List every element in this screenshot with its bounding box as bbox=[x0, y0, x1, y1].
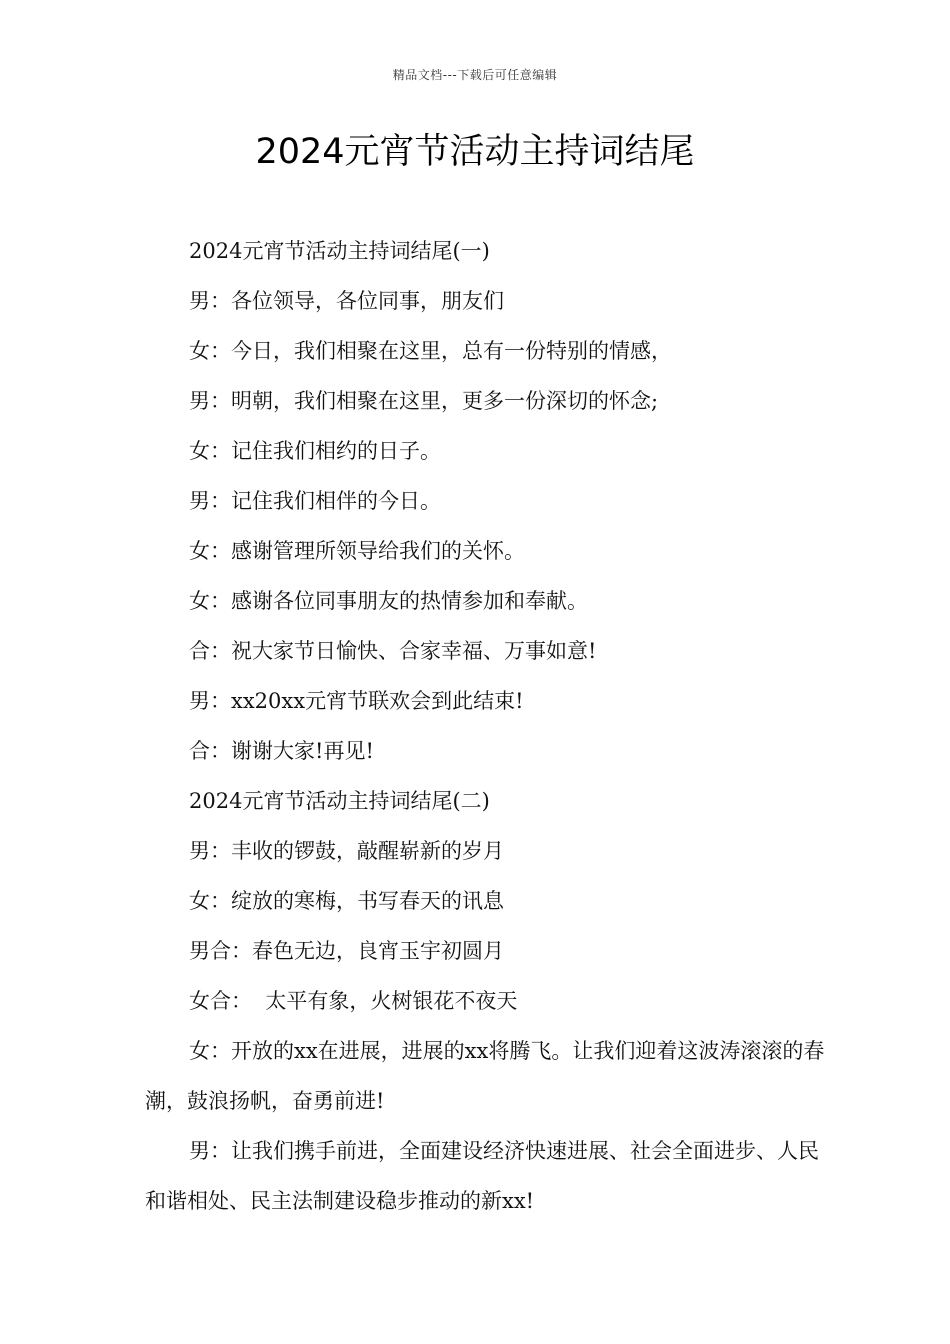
script-line: 女：开放的xx在进展，进展的xx将腾飞。让我们迎着这波涛滚滚的春潮，鼓浪扬帆，奋勇前进! bbox=[145, 1039, 825, 1113]
document-title: 2024元宵节活动主持词结尾 bbox=[255, 132, 695, 172]
section-heading-2: 2024元宵节活动主持词结尾(二) bbox=[189, 789, 490, 813]
script-line: 女：绽放的寒梅，书写春天的讯息 bbox=[189, 889, 504, 913]
script-line: 女：感谢各位同事朋友的热情参加和奉献。 bbox=[189, 589, 588, 613]
script-line: 男：xx20xx元宵节联欢会到此结束! bbox=[189, 689, 524, 713]
script-line: 女：记住我们相约的日子。 bbox=[189, 439, 441, 463]
script-line: 合：谢谢大家!再见! bbox=[189, 739, 374, 763]
script-line: 女：感谢管理所领导给我们的关怀。 bbox=[189, 539, 525, 563]
script-line: 合：祝大家节日愉快、合家幸福、万事如意! bbox=[189, 639, 597, 663]
section-heading-1: 2024元宵节活动主持词结尾(一) bbox=[189, 239, 490, 263]
page-header-note: 精品文档---下载后可任意编辑 bbox=[392, 68, 558, 82]
script-line: 女合： 太平有象，火树银花不夜天 bbox=[189, 989, 518, 1013]
script-line: 男合：春色无边，良宵玉宇初圆月 bbox=[189, 939, 504, 963]
script-line: 男：记住我们相伴的今日。 bbox=[189, 489, 441, 513]
script-line: 男：丰收的锣鼓，敲醒崭新的岁月 bbox=[189, 839, 504, 863]
script-line: 女：今日，我们相聚在这里，总有一份特别的情感， bbox=[189, 339, 672, 363]
document-body bbox=[145, 226, 825, 1226]
script-line: 男：让我们携手前进，全面建设经济快速进展、社会全面进步、人民和谐相处、民主法制建设稳步推动的新xx! bbox=[145, 1139, 819, 1213]
script-line: 男：各位领导，各位同事，朋友们 bbox=[189, 289, 504, 313]
script-line: 男：明朝，我们相聚在这里，更多一份深切的怀念; bbox=[189, 389, 659, 413]
